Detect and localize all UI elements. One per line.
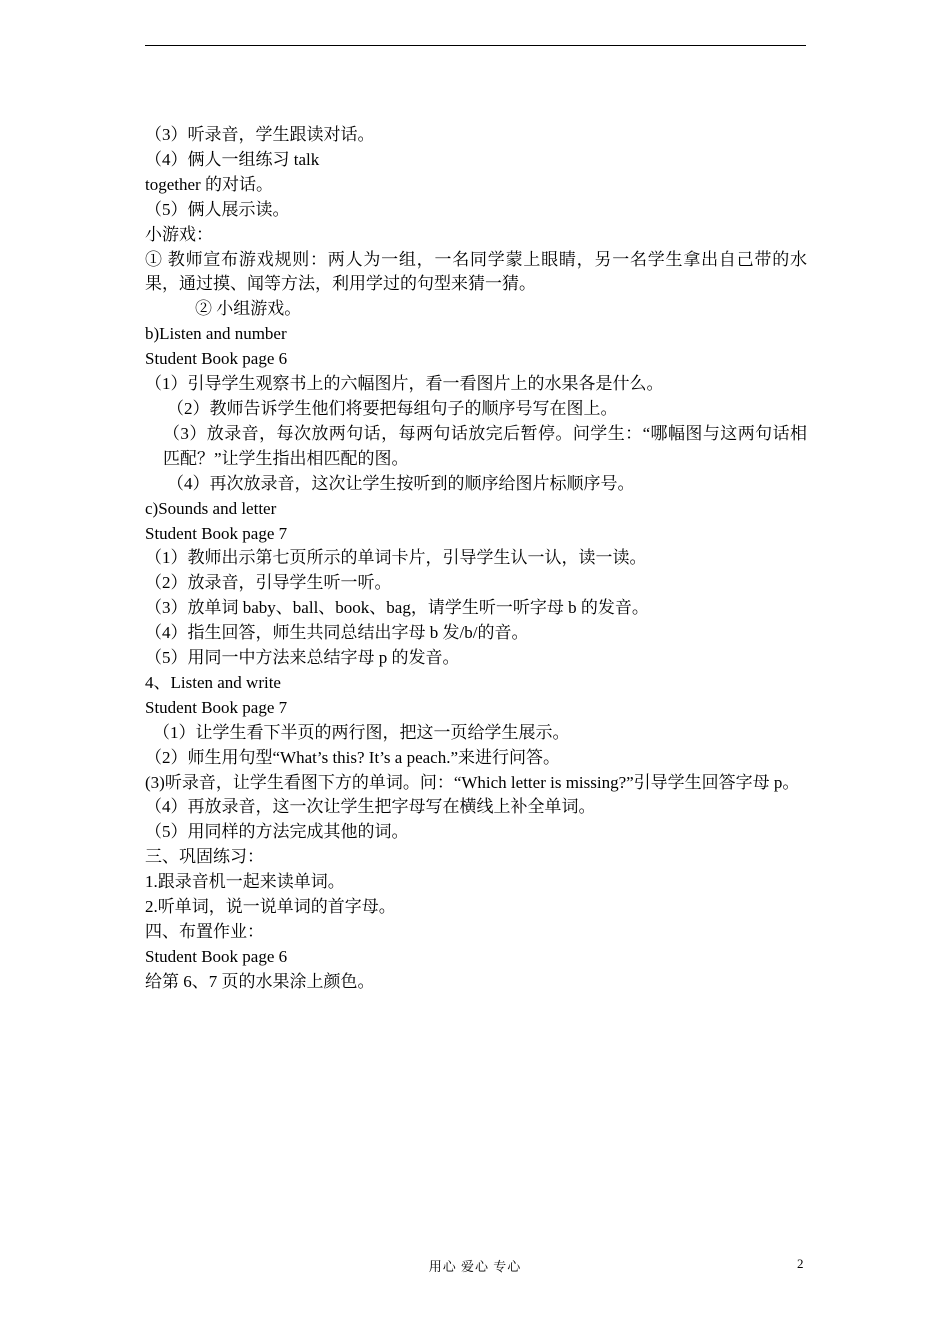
text-line: ② 小组游戏。 <box>195 299 302 319</box>
text-line: 给第 6、7 页的水果涂上颜色。 <box>145 971 375 991</box>
footer-motto: 用心 爱心 专心 <box>428 1259 522 1274</box>
text-line: b)Listen and number <box>145 324 287 344</box>
text-line: together 的对话。 <box>145 174 273 194</box>
text-line: Student Book page 6 <box>145 946 288 966</box>
text-line: （5）用同一中方法来总结字母 p 的发音。 <box>145 648 460 668</box>
text-line: （3）听录音，学生跟读对话。 <box>145 125 375 144</box>
text-line: （3）放录音，每次放两句话，每两句话放完后暂停。问学生：“哪幅图与这两句话相匹配？”让学生指出相匹配的图。 <box>163 423 807 468</box>
text-line: （5）用同样的方法完成其他的词。 <box>145 822 409 842</box>
text-line: Student Book page 6 <box>145 349 288 369</box>
text-line: （4）再次放录音，这次让学生按听到的顺序给图片标顺序号。 <box>167 473 635 493</box>
text-line: （1）教师出示第七页所示的单词卡片，引导学生认一认，读一读。 <box>145 548 647 568</box>
text-line: Student Book page 7 <box>145 697 288 717</box>
text-line: 1.跟录音机一起来读单词。 <box>145 872 345 892</box>
text-line: 2.听单词，说一说单词的首字母。 <box>145 897 396 917</box>
text-line: 4、Listen and write <box>145 672 281 692</box>
body-text <box>145 123 807 995</box>
header-rule <box>145 45 806 46</box>
text-line: （2）放录音，引导学生听一听。 <box>145 573 392 593</box>
page-number: 2 <box>797 1256 804 1271</box>
text-line: 四、布置作业： <box>145 922 264 941</box>
text-line: （4）再放录音，这一次让学生把字母写在横线上补全单词。 <box>145 797 596 817</box>
text-line: （2）师生用句型“What’s this? It’s a peach.”来进行问答。 <box>145 747 561 767</box>
text-line: (3)听录音，让学生看图下方的单词。问：“Which letter is missing?”引导学生回答字母 p。 <box>145 772 800 792</box>
text-line: （5）俩人展示读。 <box>145 199 290 219</box>
text-line: （2）教师告诉学生他们将要把每组句子的顺序号写在图上。 <box>167 398 618 418</box>
text-line: c)Sounds and letter <box>145 498 277 518</box>
text-line: 小游戏： <box>145 224 213 244</box>
text-line: ① 教师宣布游戏规则：两人为一组，一名同学蒙上眼睛，另一名学生拿出自己带的水果，通过摸、闻等方法，利用学过的句型来猜一猜。 <box>145 249 807 294</box>
text-line: （1）让学生看下半页的两行图，把这一页给学生展示。 <box>153 722 570 742</box>
text-line: 三、巩固练习： <box>145 847 264 867</box>
text-line: （4）指生回答，师生共同总结出字母 b 发/b/的音。 <box>145 623 529 643</box>
text-line: （4）俩人一组练习 talk <box>145 149 320 169</box>
text-line: （1）引导学生观察书上的六幅图片，看一看图片上的水果各是什么。 <box>145 374 664 394</box>
text-line: （3）放单词 baby、ball、book、bag，请学生听一听字母 b 的发音。 <box>145 598 649 618</box>
text-line: Student Book page 7 <box>145 523 288 543</box>
